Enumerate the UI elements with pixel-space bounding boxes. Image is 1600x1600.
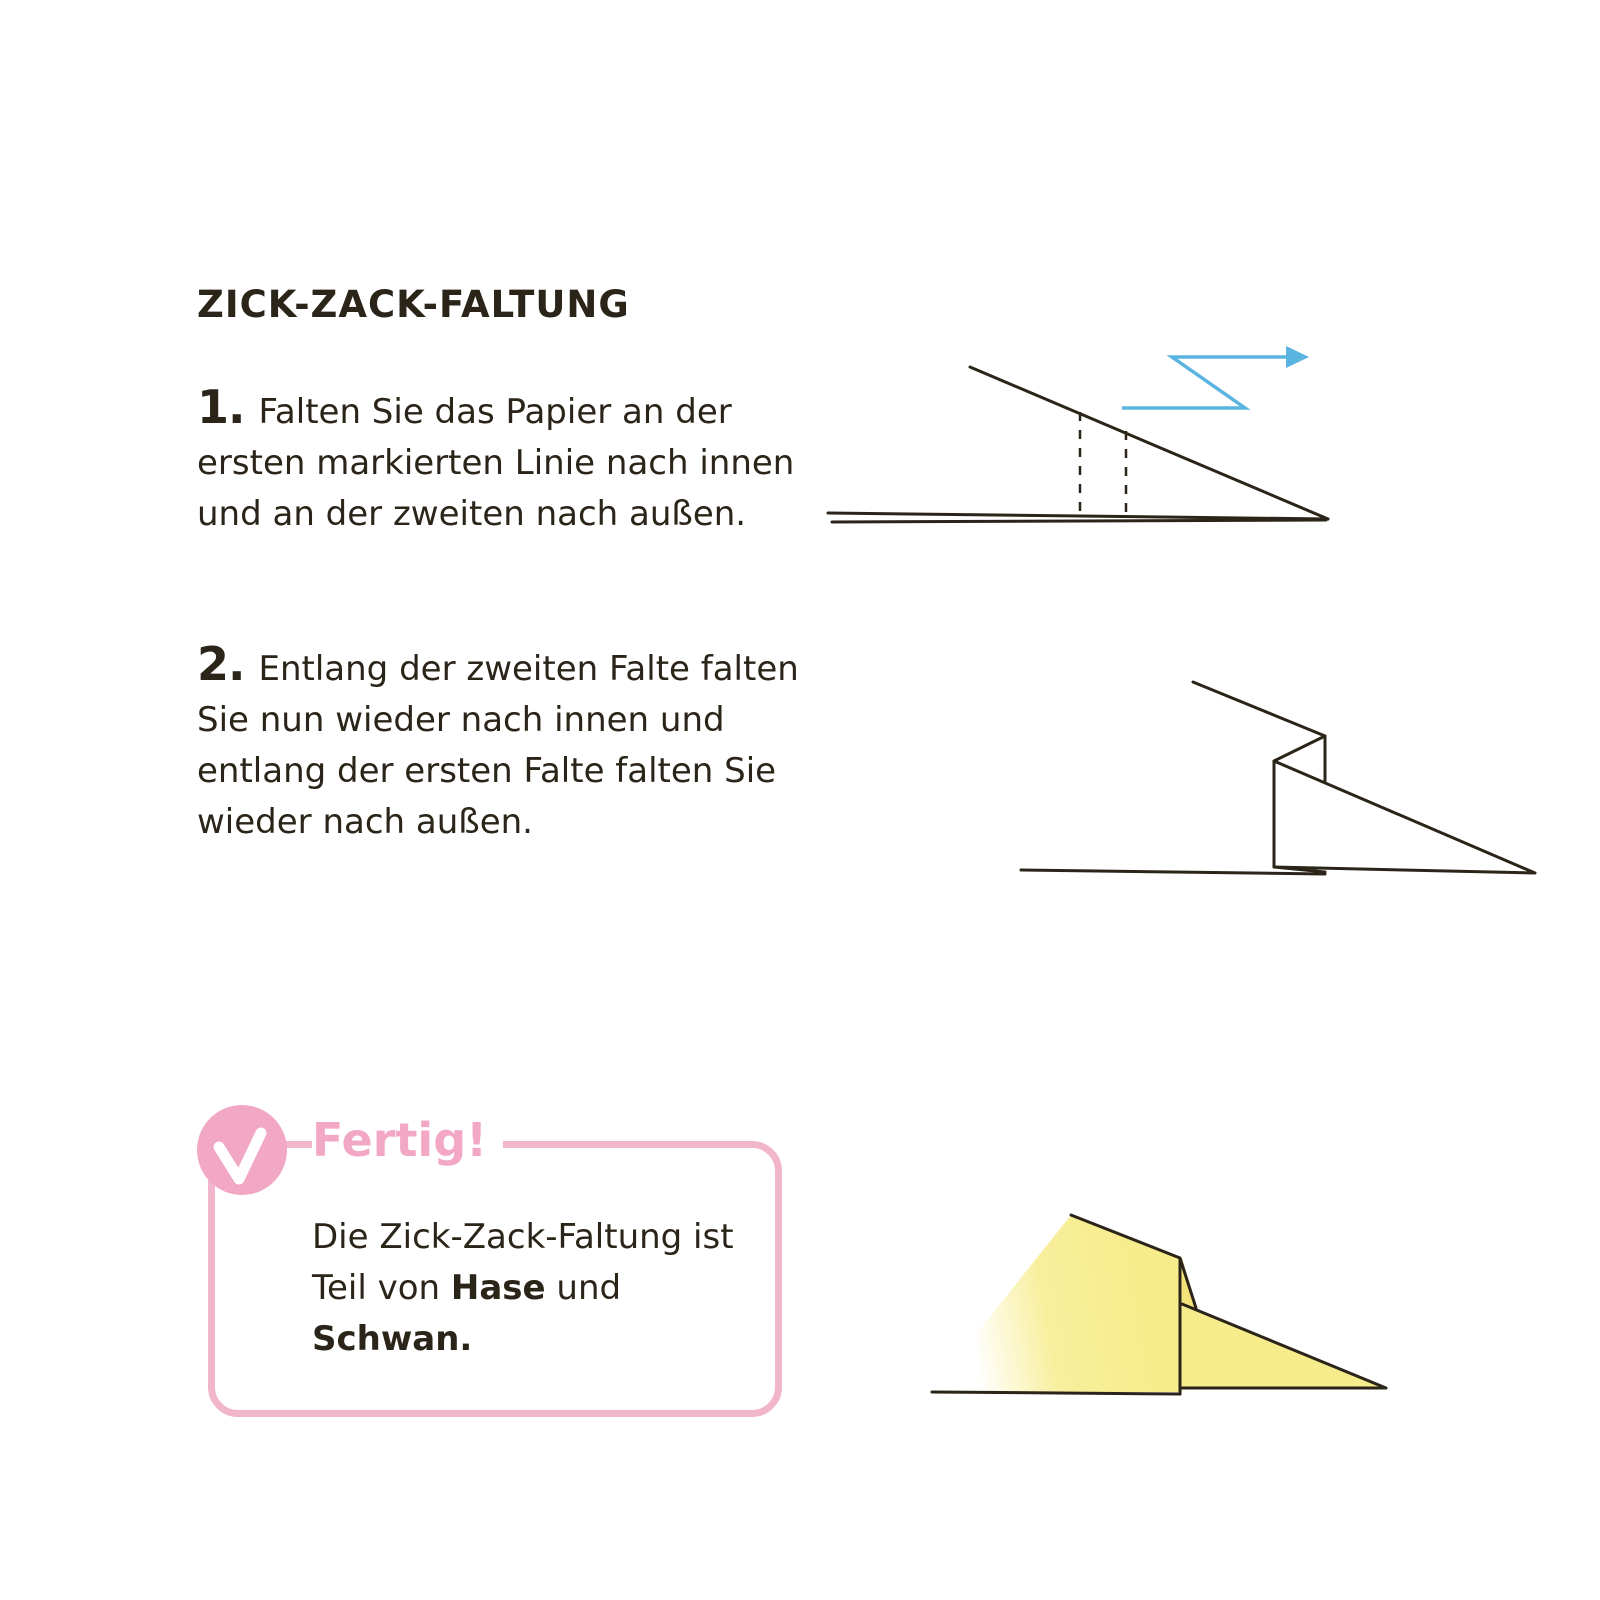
done-heading: Fertig! bbox=[312, 1113, 503, 1167]
finished-paper bbox=[930, 1215, 1386, 1394]
page-title: ZICK-ZACK-FALTUNG bbox=[197, 283, 630, 326]
done-text-part: Die Zick-Zack-Faltung ist Teil von bbox=[312, 1217, 734, 1308]
done-bold-schwan: Schwan. bbox=[312, 1319, 473, 1359]
step-number: 2. bbox=[197, 637, 245, 691]
done-text-part: und bbox=[545, 1268, 622, 1308]
step-text: Falten Sie das Papier an der ersten markierten Linie nach innen und an der zweiten nach außen. bbox=[197, 392, 795, 534]
step-text: Entlang der zweiten Falte falten Sie nun wieder nach innen und entlang der ersten Falte falten Sie wieder nach außen. bbox=[197, 649, 799, 842]
done-bold-hase: Hase bbox=[450, 1268, 546, 1308]
step-number: 1. bbox=[197, 380, 245, 434]
